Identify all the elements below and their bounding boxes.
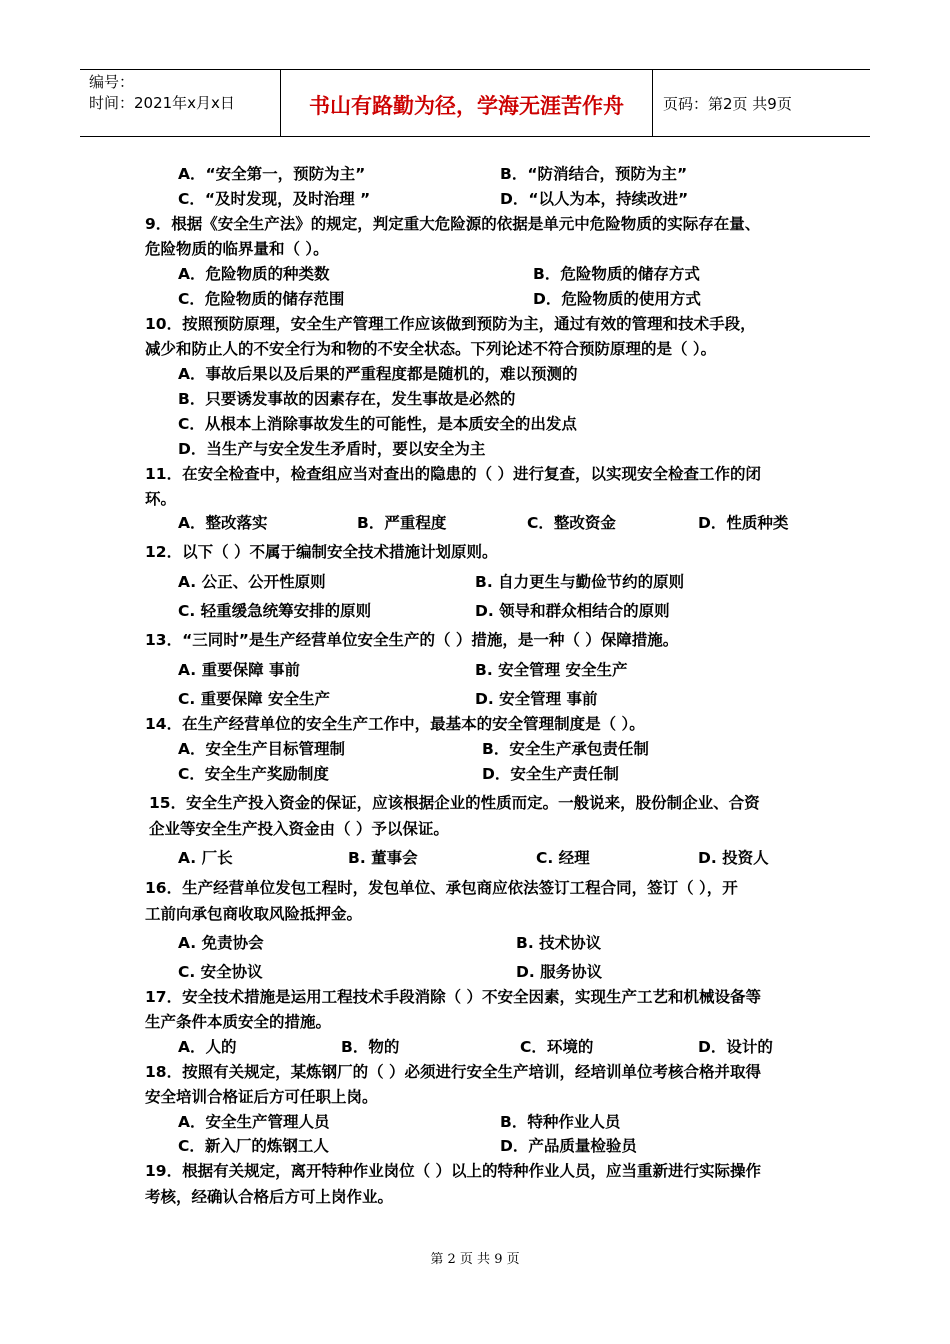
text-line: C. 轻重缓急统筹安排的原则 (178, 602, 372, 620)
text-line: 生产条件本质安全的措施。 (145, 1013, 332, 1031)
text-line: 危险物质的临界量和（ ）。 (145, 240, 329, 258)
text-line: 10．按照预防原理，安全生产管理工作应该做到预防为主，通过有效的管理和技术手段， (145, 315, 756, 333)
text-line: 考核，经确认合格后方可上岗作业。 (145, 1188, 394, 1206)
text-line: C. 安全协议 (178, 963, 263, 981)
text-line: C．整改资金 (527, 514, 616, 532)
text-line: D．危险物质的使用方式 (533, 290, 701, 308)
text-line: D. 安全管理 事前 (475, 690, 598, 708)
page-footer: 第 2 页 共 9 页 (430, 1252, 520, 1267)
text-line: B. 技术协议 (516, 934, 602, 952)
text-line: A．“安全第一，预防为主” (178, 165, 366, 183)
text-line: 13．“三同时”是生产经营单位安全生产的（ ）措施，是一种（ ）保障措施。 (145, 631, 679, 649)
text-line: 环。 (145, 490, 177, 508)
text-line: 19．根据有关规定，离开特种作业岗位（ ）以上的特种作业人员，应当重新进行实际操作 (145, 1162, 761, 1180)
text-line: 12．以下（ ）不属于编制安全技术措施计划原则。 (145, 543, 498, 561)
text-line: B. 董事会 (348, 849, 418, 867)
text-line: C．危险物质的储存范围 (178, 290, 345, 308)
text-line: D. 投资人 (698, 849, 769, 867)
text-line: B. 自力更生与勤俭节约的原则 (475, 573, 685, 591)
text-line: A. 重要保障 事前 (178, 661, 300, 679)
text-line: A. 公正、公开性原则 (178, 573, 326, 591)
page-number-label: 页码：第2页 共9页 (663, 94, 792, 113)
text-line: C. 经理 (536, 849, 590, 867)
text-line: D．当生产与安全发生矛盾时，要以安全为主 (178, 440, 486, 458)
text-line: D. 服务协议 (516, 963, 603, 981)
header-left-cell (80, 70, 281, 136)
text-line: D．设计的 (698, 1038, 773, 1056)
text-line: B．安全生产承包责任制 (482, 740, 649, 758)
text-line: D．“以人为本，持续改进” (500, 190, 689, 208)
text-line: 16．生产经营单位发包工程时，发包单位、承包商应依法签订工程合同，签订（ ），开 (145, 879, 738, 897)
text-line: A．整改落实 (178, 514, 268, 532)
text-line: 减少和防止人的不安全行为和物的不安全状态。下列论述不符合预防原理的是（ ）。 (145, 340, 717, 358)
text-line: A．危险物质的种类数 (178, 265, 330, 283)
text-line: 15．安全生产投入资金的保证，应该根据企业的性质而定。一般说来，股份制企业、合资 (149, 794, 760, 812)
text-line: C. 重要保障 安全生产 (178, 690, 331, 708)
page-header (80, 69, 870, 137)
text-line: 安全培训合格证后方可任职上岗。 (145, 1088, 378, 1106)
text-line: D．产品质量检验员 (500, 1137, 637, 1155)
text-line: 工前向承包商收取风险抵押金。 (145, 905, 363, 923)
text-line: B．严重程度 (357, 514, 447, 532)
text-line: A．人的 (178, 1038, 237, 1056)
text-line: A. 免责协会 (178, 934, 264, 952)
text-line: 17．安全技术措施是运用工程技术手段消除（ ）不安全因素，实现生产工艺和机械设备等 (145, 988, 761, 1006)
text-line: C．新入厂的炼钢工人 (178, 1137, 329, 1155)
text-line: C．“及时发现，及时治理 ” (178, 190, 371, 208)
text-line: A．安全生产管理人员 (178, 1113, 330, 1131)
text-line: D．性质种类 (698, 514, 789, 532)
text-line: B．“防消结合，预防为主” (500, 165, 688, 183)
text-line: A．事故后果以及后果的严重程度都是随机的，难以预测的 (178, 365, 578, 383)
text-line: 11．在安全检查中，检查组应当对查出的隐患的（ ）进行复查，以实现安全检查工作的闭 (145, 465, 761, 483)
text-line: A. 厂长 (178, 849, 233, 867)
text-line: C．环境的 (520, 1038, 594, 1056)
text-line: B．物的 (341, 1038, 400, 1056)
text-line: 9．根据《安全生产法》的规定，判定重大危险源的依据是单元中危险物质的实际存在量、 (145, 215, 761, 233)
text-line: 企业等安全生产投入资金由（ ）予以保证。 (149, 820, 449, 838)
text-line: B．特种作业人员 (500, 1113, 621, 1131)
text-line: C．安全生产奖励制度 (178, 765, 329, 783)
text-line: B．只要诱发事故的因素存在，发生事故是必然的 (178, 390, 516, 408)
text-line: 18．按照有关规定，某炼钢厂的（ ）必须进行安全生产培训，经培训单位考核合格并取得 (145, 1063, 761, 1081)
text-line: D. 领导和群众相结合的原则 (475, 602, 670, 620)
motto: 书山有路勤为径，学海无涯苦作舟 (281, 70, 653, 136)
text-line: A．安全生产目标管理制 (178, 740, 345, 758)
text-line: C．从根本上消除事故发生的可能性，是本质安全的出发点 (178, 415, 577, 433)
number-label: 编号： (89, 73, 135, 91)
text-line: B. 安全管理 安全生产 (475, 661, 628, 679)
time-label: 时间：2021年x月x日 (89, 94, 235, 112)
text-line: B．危险物质的储存方式 (533, 265, 700, 283)
text-line: 14．在生产经营单位的安全生产工作中，最基本的安全管理制度是（ ）。 (145, 715, 645, 733)
text-line: D．安全生产责任制 (482, 765, 619, 783)
